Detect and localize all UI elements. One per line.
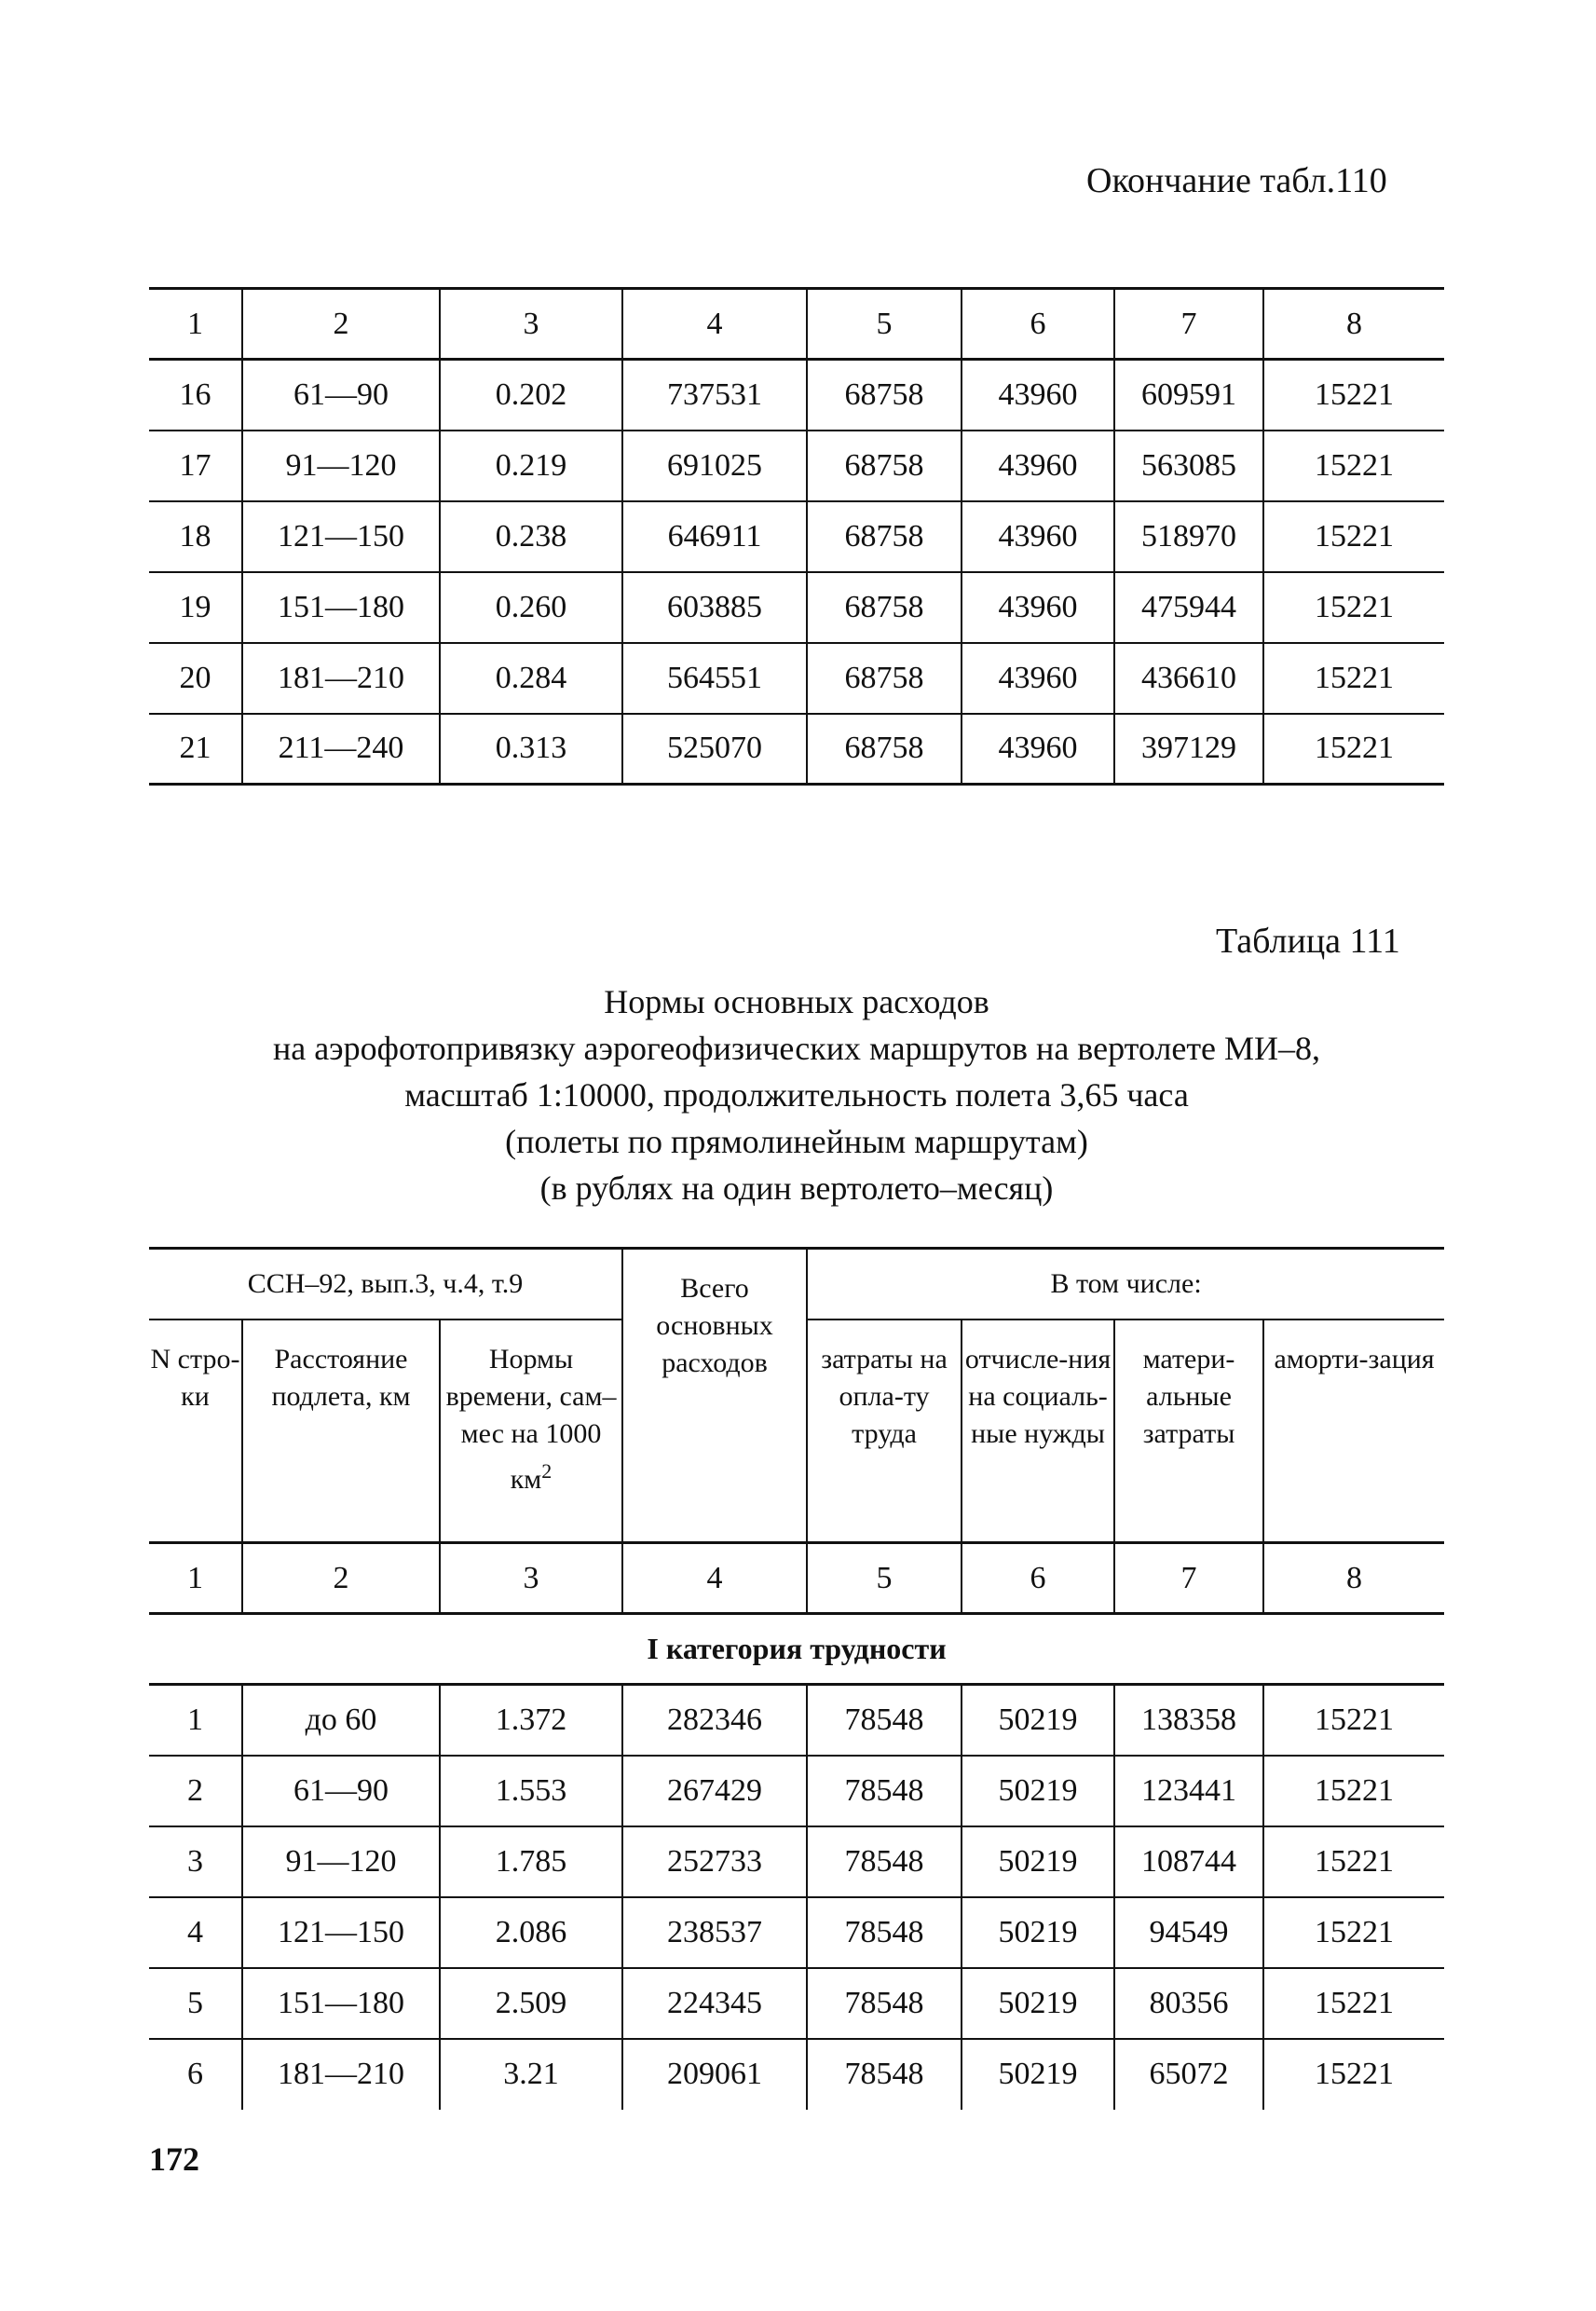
title-line: Нормы основных расходов <box>604 983 989 1020</box>
column-number: 3 <box>440 289 622 360</box>
table-cell: 0.219 <box>440 431 622 501</box>
table-cell: 61—90 <box>242 1756 440 1826</box>
table-cell: 6 <box>187 2057 203 2091</box>
column-number: 7 <box>1114 289 1263 360</box>
column-number: 5 <box>807 289 962 360</box>
table-cell: 211—240 <box>242 714 440 785</box>
table-cell: 151—180 <box>242 572 440 643</box>
table-cell: 15221 <box>1263 643 1444 714</box>
column-number: 8 <box>1263 1543 1444 1614</box>
column-number: 5 <box>807 1543 962 1614</box>
table-cell: 563085 <box>1114 431 1263 501</box>
table-cell: 78548 <box>807 1685 962 1756</box>
table-cell: 3 <box>149 1826 242 1897</box>
table-cell: 1.553 <box>440 1756 622 1826</box>
table-cell: 121—150 <box>242 1897 440 1968</box>
table-row <box>149 643 1444 714</box>
table-cell: 0.260 <box>440 572 622 643</box>
table-cell: 61—90 <box>242 360 440 431</box>
table-row <box>149 714 1444 785</box>
table-cell: 43960 <box>962 643 1114 714</box>
table-cell: 397129 <box>1114 714 1263 785</box>
table-cell: 282346 <box>622 1685 807 1756</box>
table-cell: 603885 <box>622 572 807 643</box>
table-cell: 646911 <box>622 501 807 572</box>
table-row <box>149 1968 1444 2039</box>
table-cell: 21 <box>149 714 242 785</box>
column-number-row <box>149 289 1444 360</box>
table-cell: 43960 <box>962 360 1114 431</box>
table-cell: 5 <box>149 1968 242 2039</box>
table-cell: 50219 <box>962 1968 1114 2039</box>
table-cell: 78548 <box>807 1756 962 1826</box>
table-cell: 20 <box>149 643 242 714</box>
table-cell: 15221 <box>1263 2039 1444 2110</box>
header-in-that: В том числе: <box>807 1249 1444 1320</box>
column-number: 1 <box>149 289 242 360</box>
table-cell: 65072 <box>1114 2039 1263 2110</box>
table-row <box>149 360 1444 431</box>
table-cell: 78548 <box>807 1897 962 1968</box>
table-cell: 15221 <box>1263 1968 1444 2039</box>
table-cell: 43960 <box>962 572 1114 643</box>
title-line: масштаб 1:10000, продолжительность полета 3,65 часа <box>404 1076 1189 1114</box>
table-cell: 0.284 <box>440 643 622 714</box>
table-cell: 43960 <box>962 501 1114 572</box>
table-cell: 2.509 <box>440 1968 622 2039</box>
table-cell: 123441 <box>1114 1756 1263 1826</box>
table-cell: 15221 <box>1263 1756 1444 1826</box>
table-111-label: Таблица 111 <box>1216 922 1400 961</box>
table-cell: 475944 <box>1114 572 1263 643</box>
header-time-norms-text: Нормы времени, сам–мес на 1000 км <box>445 1343 617 1495</box>
table-cell: 737531 <box>622 360 807 431</box>
column-number: 6 <box>962 289 1114 360</box>
table-110-continuation <box>149 287 1444 786</box>
header-ssn-group: ССН–92, вып.3, ч.4, т.9 <box>149 1249 622 1320</box>
table-row <box>149 1897 1444 1968</box>
table-cell: 3.21 <box>440 2039 622 2110</box>
table-cell: 18 <box>149 501 242 572</box>
table-cell: 238537 <box>622 1897 807 1968</box>
table-cell: 19 <box>149 572 242 643</box>
column-number: 2 <box>242 289 440 360</box>
table-cell: 2 <box>149 1756 242 1826</box>
header-time-norms <box>440 1320 622 1543</box>
table-cell: 68758 <box>807 572 962 643</box>
table-cell: 15221 <box>1263 1685 1444 1756</box>
table-cell: 68758 <box>807 714 962 785</box>
title-line: (в рублях на один вертолето–месяц) <box>539 1169 1054 1207</box>
table-row <box>149 1756 1444 1826</box>
continuation-label: Окончание табл.110 <box>1086 161 1387 200</box>
header-material-costs: матери-альные затраты <box>1114 1320 1263 1543</box>
table-row <box>149 501 1444 572</box>
table-row <box>149 1826 1444 1897</box>
title-line: на аэрофотопривязку аэрогеофизических маршрутов на вертолете МИ–8, <box>272 1030 1321 1067</box>
table-cell: 436610 <box>1114 643 1263 714</box>
table-cell: 2.086 <box>440 1897 622 1968</box>
column-number-row <box>149 1543 1444 1614</box>
column-number: 7 <box>1114 1543 1263 1614</box>
table-cell: 15221 <box>1263 501 1444 572</box>
header-social-contributions: отчисле-ния на социаль-ные нужды <box>962 1320 1114 1543</box>
table-cell: 209061 <box>622 2039 807 2110</box>
table-111 <box>149 1247 1444 2110</box>
table-cell: 15221 <box>1263 714 1444 785</box>
table-cell: 518970 <box>1114 501 1263 572</box>
table-row <box>149 431 1444 501</box>
table-cell: до 60 <box>242 1685 440 1756</box>
table-cell: 78548 <box>807 1826 962 1897</box>
table-cell: 78548 <box>807 1968 962 2039</box>
table-cell: 224345 <box>622 1968 807 2039</box>
table-cell: 80356 <box>1114 1968 1263 2039</box>
table-cell: 50219 <box>962 2039 1114 2110</box>
table-cell: 43960 <box>962 714 1114 785</box>
header-total: Всего основных расходов <box>622 1249 807 1543</box>
table-cell: 138358 <box>1114 1685 1263 1756</box>
table-cell: 252733 <box>622 1826 807 1897</box>
table-cell: 68758 <box>807 501 962 572</box>
table-cell: 691025 <box>622 431 807 501</box>
column-number: 1 <box>149 1543 242 1614</box>
header-distance: Расстояние подлета, км <box>242 1320 440 1543</box>
table-cell: 91—120 <box>242 431 440 501</box>
table-cell: 108744 <box>1114 1826 1263 1897</box>
table-cell: 181—210 <box>242 643 440 714</box>
table-cell: 91—120 <box>242 1826 440 1897</box>
column-number: 2 <box>242 1543 440 1614</box>
table-cell: 68758 <box>807 643 962 714</box>
table-cell: 609591 <box>1114 360 1263 431</box>
category-row <box>149 1614 1444 1685</box>
table-cell: 78548 <box>807 2039 962 2110</box>
table-cell: 0.238 <box>440 501 622 572</box>
table-cell: 0.202 <box>440 360 622 431</box>
table-cell: 15221 <box>1263 431 1444 501</box>
table-cell: 68758 <box>807 360 962 431</box>
table-cell: 15221 <box>1263 1897 1444 1968</box>
column-number: 6 <box>962 1543 1114 1614</box>
table-cell: 1.372 <box>440 1685 622 1756</box>
table-111-title <box>149 978 1444 1211</box>
table-cell: 0.313 <box>440 714 622 785</box>
table-cell: 16 <box>149 360 242 431</box>
table-row <box>149 1685 1444 1756</box>
table-row <box>149 572 1444 643</box>
header-row-group <box>149 1249 1444 1320</box>
table-cell: 17 <box>149 431 242 501</box>
header-labor-costs: затраты на опла-ту труда <box>807 1320 962 1543</box>
table-cell: 525070 <box>622 714 807 785</box>
table-cell: 50219 <box>962 1756 1114 1826</box>
header-row-number: N стро-ки <box>149 1320 242 1543</box>
table-cell: 50219 <box>962 1685 1114 1756</box>
table-cell: 50219 <box>962 1897 1114 1968</box>
column-number: 4 <box>622 289 807 360</box>
table-cell: 15221 <box>1263 1826 1444 1897</box>
table-cell: 50219 <box>962 1826 1114 1897</box>
table-cell: 68758 <box>807 431 962 501</box>
title-line: (полеты по прямолинейным маршрутам) <box>505 1123 1088 1160</box>
table-cell: 1.785 <box>440 1826 622 1897</box>
table-cell: 15221 <box>1263 572 1444 643</box>
column-number: 3 <box>440 1543 622 1614</box>
table-cell: 151—180 <box>242 1968 440 2039</box>
table-cell: 181—210 <box>242 2039 440 2110</box>
table-cell: 267429 <box>622 1756 807 1826</box>
header-depreciation: аморти-зация <box>1263 1320 1444 1543</box>
table-cell: 15221 <box>1263 360 1444 431</box>
table-cell: 43960 <box>962 431 1114 501</box>
page-number: 172 <box>149 2140 199 2178</box>
table-cell: 121—150 <box>242 501 440 572</box>
column-number: 8 <box>1263 289 1444 360</box>
table-cell: 1 <box>149 1685 242 1756</box>
table-row <box>149 2039 1444 2110</box>
table-cell: 4 <box>149 1897 242 1968</box>
category-label: I категория трудности <box>149 1614 1444 1685</box>
table-cell: 564551 <box>622 643 807 714</box>
table-cell: 94549 <box>1114 1897 1263 1968</box>
column-number: 4 <box>622 1543 807 1614</box>
superscript: 2 <box>541 1458 552 1483</box>
